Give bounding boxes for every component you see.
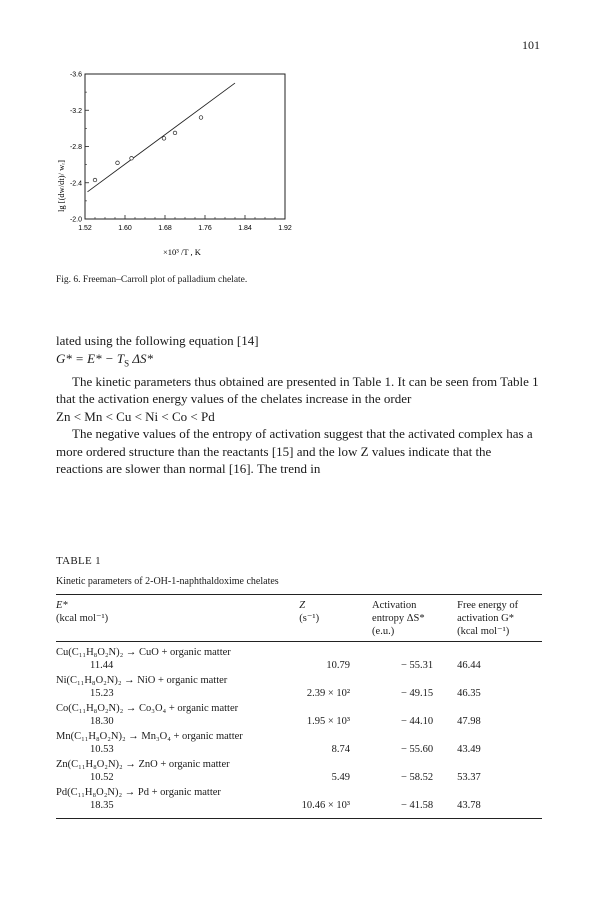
x-axis-label: ×10³ /T , K — [163, 247, 201, 257]
x-tick-label: 1.76 — [198, 225, 212, 232]
table-row-reaction — [56, 674, 542, 687]
data-point — [173, 131, 177, 135]
paragraph-2: The kinetic parameters thus obtained are presented in Table 1. It can be seen from Table 1 that the activation energy values of the chelates increase in the order — [56, 373, 539, 407]
e-value-cell: 18.30 — [90, 716, 114, 727]
reaction-cell: Co(C₁₁H₈O₂N)₂ → Co₃O₄ + organic matter — [56, 703, 239, 714]
table-row-values — [56, 799, 542, 814]
e-value-cell: 18.35 — [90, 800, 114, 811]
table-label: TABLE 1 — [56, 555, 101, 567]
header-e: E* (kcal mol⁻¹) — [56, 600, 109, 624]
reaction-cell: Pd(C₁₁H₈O₂N)₂ → Pd + organic matter — [56, 787, 221, 798]
data-point — [199, 116, 203, 120]
table-row-reaction — [56, 758, 542, 771]
free-energy-value-cell: 46.35 — [457, 688, 481, 699]
equation: $G* = E* - T_S$ ΔS* — [56, 350, 154, 369]
reaction-cell: Mn(C₁₁H₈O₂N)₂ → Mn₃O₄ + organic matter — [56, 731, 243, 742]
free-energy-value-cell: 43.78 — [457, 800, 481, 811]
z-value-cell: 2.39 × 10² — [306, 688, 351, 699]
header-free-energy: Free energy of activation G* (kcal mol⁻¹) — [457, 600, 519, 637]
y-tick-label: -2.0 — [69, 216, 82, 224]
entropy-value-cell: − 55.31 — [400, 660, 434, 671]
figure-caption: Fig. 6. Freeman–Carroll plot of palladium chelate. — [56, 275, 248, 285]
table-row-reaction — [56, 786, 542, 799]
entropy-value-cell: − 44.10 — [400, 716, 434, 727]
paragraph-1: lated using the following equation [14] — [56, 333, 259, 348]
table-row-values — [56, 715, 542, 730]
table-row-values — [56, 659, 542, 674]
y-tick-label: -3.2 — [69, 107, 82, 115]
paragraph-3: The negative values of the entropy of activation suggest that the activated complex has a more ordered structure than the reactants [15] and the low Z values indicate that the reactions are slower than normal [16]. The trend in — [56, 426, 533, 477]
kinetic-table — [56, 594, 542, 819]
data-points — [93, 116, 203, 182]
y-tick-label: -3.6 — [69, 71, 82, 79]
page-number: 101 — [522, 38, 540, 52]
x-tick-label: 1.92 — [278, 225, 292, 232]
x-tick-label: 1.68 — [158, 225, 172, 232]
data-point — [162, 137, 166, 141]
free-energy-value-cell: 43.49 — [457, 744, 481, 755]
entropy-value-cell: − 41.58 — [400, 800, 434, 811]
table-row-reaction — [56, 702, 542, 715]
e-value-cell: 11.44 — [90, 660, 114, 671]
freeman-carroll-chart — [55, 62, 305, 262]
x-tick-label: 1.60 — [118, 225, 132, 232]
entropy-value-cell: − 55.60 — [400, 744, 434, 755]
header-entropy: Activation entropy ΔS* (e.u.) — [372, 600, 425, 637]
table-body — [56, 642, 542, 815]
z-value-cell: 1.95 × 10³ — [306, 716, 351, 727]
plot-frame — [85, 74, 285, 219]
data-point — [130, 156, 134, 160]
free-energy-value-cell: 46.44 — [457, 660, 481, 671]
x-ticks — [78, 215, 292, 232]
reaction-cell: Ni(C₁₁H₈O₂N)₂ → NiO + organic matter — [56, 675, 228, 686]
y-axis-label: lg [(dw/dt)/ wᵣ] — [56, 160, 66, 212]
e-value-cell: 15.23 — [90, 688, 114, 699]
entropy-value-cell: − 58.52 — [400, 772, 434, 783]
table-caption: Kinetic parameters of 2-OH-1-naphthaldoxime chelates — [56, 576, 279, 587]
z-value-cell: 8.74 — [331, 744, 351, 755]
body-text — [56, 332, 540, 478]
table-row-values — [56, 743, 542, 758]
table-row-reaction — [56, 730, 542, 743]
data-point — [116, 161, 120, 165]
free-energy-value-cell: 47.98 — [457, 716, 481, 727]
table-row-values — [56, 771, 542, 786]
order-line: Zn < Mn < Cu < Ni < Co < Pd — [56, 408, 215, 424]
reaction-cell: Cu(C₁₁H₈O₂N)₂ → CuO + organic matter — [56, 647, 231, 658]
x-tick-label: 1.52 — [78, 225, 92, 232]
free-energy-value-cell: 53.37 — [457, 772, 481, 783]
e-value-cell: 10.52 — [90, 772, 114, 783]
table-header — [56, 595, 542, 642]
entropy-value-cell: − 49.15 — [400, 688, 434, 699]
y-tick-label: -2.4 — [69, 180, 82, 188]
x-tick-label: 1.84 — [238, 225, 252, 232]
fit-line — [88, 83, 236, 192]
header-z: Z (s⁻¹) — [299, 600, 320, 624]
y-ticks — [70, 72, 89, 224]
e-value-cell: 10.53 — [90, 744, 114, 755]
z-value-cell: 10.79 — [326, 660, 351, 671]
z-value-cell: 10.46 × 10³ — [301, 800, 351, 811]
bottom-rule — [56, 818, 542, 819]
table-row-values — [56, 687, 542, 702]
y-tick-label: -2.8 — [69, 144, 82, 151]
reaction-cell: Zn(C₁₁H₈O₂N)₂ → ZnO + organic matter — [56, 759, 230, 770]
table-row-reaction — [56, 642, 542, 659]
data-point — [93, 178, 97, 182]
z-value-cell: 5.49 — [331, 772, 351, 783]
